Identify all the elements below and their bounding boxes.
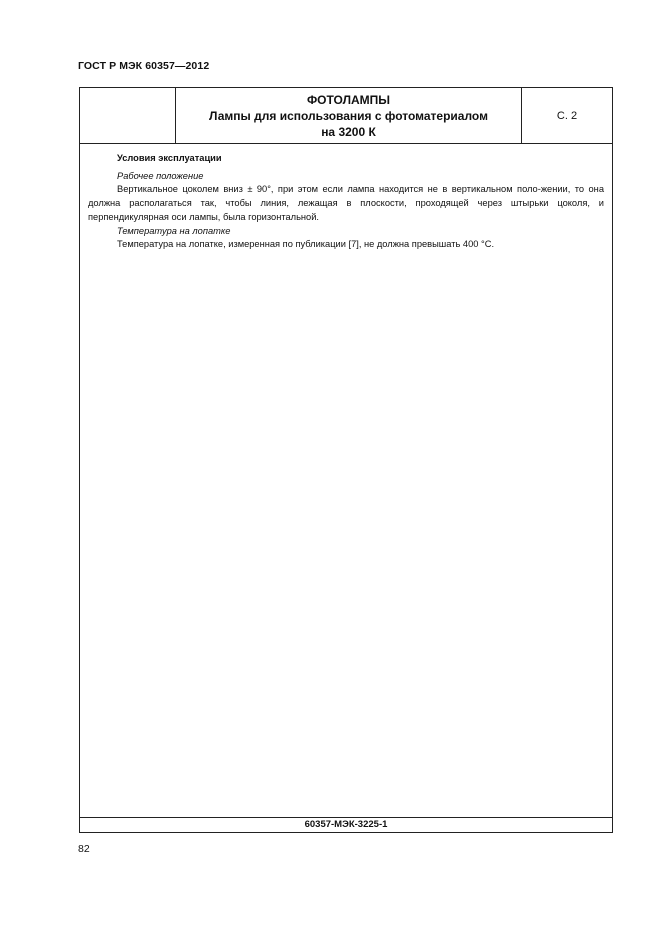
subsection-text-position: Вертикальное цоколем вниз ± 90°, при этом если лампа находится не в вертикальном поло-жении, то она должна располагаться так, чтобы линия, лежащая в плоскости, проходящей через штырьки цоколя, и перпендикулярная оси лампы, была горизонтальной. (88, 184, 604, 222)
datasheet-header (80, 88, 612, 144)
document-code: ГОСТ Р МЭК 60357—2012 (78, 60, 210, 72)
datasheet-frame (79, 87, 613, 833)
header-title-line3: на 3200 К (321, 124, 376, 139)
subsection-heading-position: Рабочее положение (117, 170, 204, 181)
header-sheet-cell: С. 2 (556, 109, 578, 122)
header-title-line1: ФОТОЛАМПЫ (306, 92, 391, 107)
header-title-line2: Лампы для использования с фотоматериалом (209, 108, 488, 123)
header-empty-cell (80, 88, 176, 143)
subsection-heading-temperature: Температура на лопатке (117, 225, 231, 236)
page-number: 82 (78, 843, 90, 855)
header-title-cell (176, 88, 522, 143)
datasheet-footer-code: 60357-МЭК-3225-1 (80, 817, 612, 832)
section-title: Условия эксплуатации (117, 153, 222, 163)
subsection-text-temperature: Температура на лопатке, измеренная по публикации [7], не должна превышать 400 °С. (117, 239, 495, 250)
datasheet-content (80, 145, 612, 252)
